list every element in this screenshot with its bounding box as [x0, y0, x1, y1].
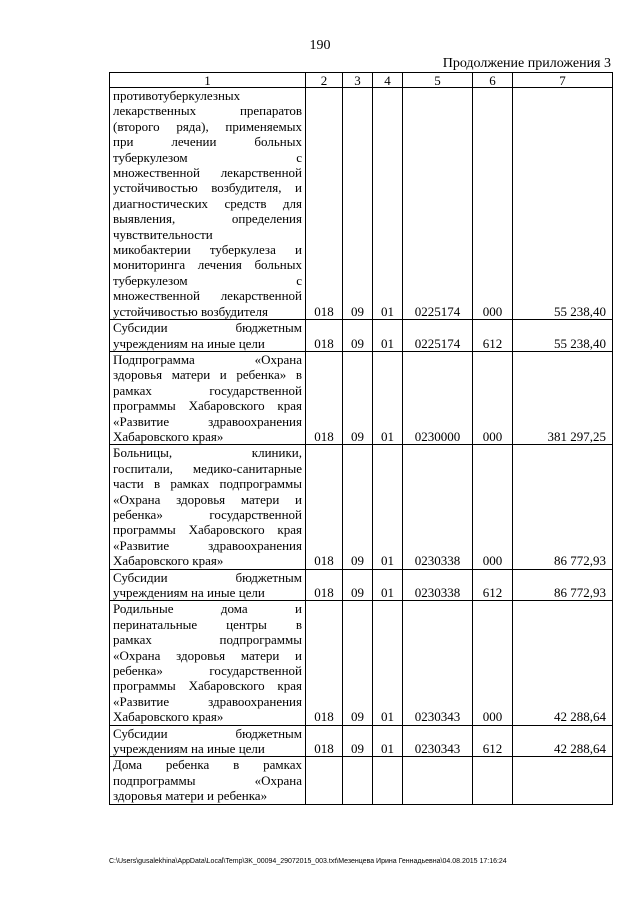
subsection-cell: 01 — [373, 320, 403, 352]
word: бюджетным — [235, 320, 302, 336]
word: «Охрана — [113, 647, 161, 663]
word: дома — [220, 601, 248, 617]
word: и — [295, 647, 302, 663]
word: туберкулезом — [113, 272, 188, 288]
description-line — [113, 398, 302, 413]
expense-type-cell: 612 — [473, 320, 513, 352]
word: перинатальные — [113, 616, 198, 632]
description-line — [113, 383, 302, 398]
code-cell: 018 — [306, 725, 343, 757]
word: применяемых — [225, 118, 302, 134]
word: государственной — [209, 382, 302, 398]
word: (второго — [113, 118, 160, 134]
description-line: Хабаровского края» — [113, 709, 224, 725]
column-header: 5 — [403, 73, 473, 88]
subsection-cell: 01 — [373, 445, 403, 569]
word: рамках — [263, 757, 302, 773]
word: здоровья — [176, 491, 226, 507]
word: в — [233, 757, 240, 773]
subsection-cell: 01 — [373, 351, 403, 444]
code-cell: 018 — [306, 351, 343, 444]
word: и — [295, 180, 302, 196]
description-line — [113, 320, 302, 335]
description-line — [113, 242, 302, 257]
description-line — [113, 617, 302, 632]
word: рамках — [113, 632, 152, 648]
subsection-cell: 01 — [373, 569, 403, 601]
word: программы — [113, 522, 176, 538]
word: рамках — [170, 476, 210, 492]
word: государственной — [209, 663, 302, 679]
row-description — [110, 601, 306, 725]
code-cell: 018 — [306, 88, 343, 320]
word: больных — [254, 134, 302, 150]
word: программы — [113, 678, 176, 694]
word: Больницы, — [113, 445, 173, 461]
description-line — [113, 150, 302, 165]
subsection-cell: 01 — [373, 88, 403, 320]
row-description — [110, 351, 306, 444]
word: клиники, — [251, 445, 302, 461]
word: госпитали, — [113, 460, 173, 476]
word: при — [113, 134, 134, 150]
word: края — [277, 398, 302, 414]
word: матери — [240, 647, 280, 663]
description-line — [113, 134, 302, 149]
description-line: чувствительности — [113, 226, 213, 242]
column-header: 6 — [473, 73, 513, 88]
description-line: учреждениям на иные цели — [113, 335, 265, 351]
word: подпрограммы — [113, 772, 196, 788]
word: определения — [231, 211, 302, 227]
section-cell: 09 — [343, 320, 373, 352]
page-number: 190 — [309, 38, 331, 53]
word: средств — [224, 195, 267, 211]
description-line — [113, 196, 302, 211]
amount-cell: 86 772,93 — [513, 569, 613, 601]
amount-cell: 55 238,40 — [513, 320, 613, 352]
word: в — [295, 367, 302, 383]
word: бюджетным — [235, 569, 302, 585]
word: лекарственной — [220, 288, 302, 304]
column-header: 2 — [306, 73, 343, 88]
table-row — [110, 351, 613, 444]
word: «Охрана — [113, 491, 161, 507]
description-line — [113, 257, 302, 272]
word: подпрограммы — [219, 632, 302, 648]
description-line — [113, 103, 302, 118]
code-cell: 018 — [306, 320, 343, 352]
word: лекарственной — [220, 165, 302, 181]
word: лекарственных — [113, 103, 197, 119]
word: подпрограммы — [219, 476, 302, 492]
section-cell — [343, 757, 373, 804]
description-line — [113, 367, 302, 382]
word: туберкулеза — [209, 242, 276, 258]
row-description — [110, 725, 306, 757]
word: туберкулезом — [113, 149, 188, 165]
word: и — [219, 367, 227, 383]
word: возбудителя, — [211, 180, 282, 196]
column-header: 1 — [110, 73, 306, 88]
description-line: учреждениям на иные цели — [113, 741, 265, 757]
word: края — [277, 678, 302, 694]
subsection-cell: 01 — [373, 601, 403, 725]
section-cell: 09 — [343, 601, 373, 725]
word: Субсидии — [113, 569, 168, 585]
target-article-cell: 0230000 — [403, 351, 473, 444]
target-article-cell: 0230338 — [403, 569, 473, 601]
word: части — [113, 476, 144, 492]
amount-cell: 86 772,93 — [513, 445, 613, 569]
description-line — [113, 414, 302, 429]
expense-type-cell: 612 — [473, 725, 513, 757]
word: Родильные — [113, 601, 174, 617]
word: лечения — [197, 257, 242, 273]
description-line: Хабаровского края» — [113, 428, 224, 444]
table-body — [110, 88, 613, 805]
budget-table — [109, 72, 613, 805]
word: и — [295, 242, 302, 258]
column-header: 4 — [373, 73, 403, 88]
word: в — [295, 616, 302, 632]
amount-cell: 55 238,40 — [513, 88, 613, 320]
description-line — [113, 273, 302, 288]
description-line: Хабаровского края» — [113, 553, 224, 569]
description-line — [113, 165, 302, 180]
description-line — [113, 678, 302, 693]
description-line — [113, 445, 302, 460]
word: и — [295, 601, 302, 617]
target-article-cell: 0230343 — [403, 601, 473, 725]
target-article-cell: 0225174 — [403, 88, 473, 320]
word: выявления, — [113, 211, 176, 227]
word: Хабаровского — [188, 678, 265, 694]
section-cell: 09 — [343, 351, 373, 444]
description-line — [113, 663, 302, 678]
table-row — [110, 725, 613, 757]
word: программы — [113, 398, 176, 414]
word: Хабаровского — [188, 398, 265, 414]
description-line — [113, 507, 302, 522]
table-row — [110, 569, 613, 601]
row-description — [110, 88, 306, 320]
word: «Охрана — [254, 351, 302, 367]
target-article-cell: 0230343 — [403, 725, 473, 757]
word: мониторинга — [113, 257, 186, 273]
word: лечении — [171, 134, 217, 150]
word: центры — [226, 616, 267, 632]
amount-cell: 42 288,64 — [513, 601, 613, 725]
description-line — [113, 538, 302, 553]
section-cell: 09 — [343, 445, 373, 569]
description-line — [113, 180, 302, 195]
description-line — [113, 570, 302, 585]
description-line — [113, 119, 302, 134]
description-line — [113, 522, 302, 537]
word: «Развитие — [113, 537, 170, 553]
description-line — [113, 461, 302, 476]
word: государственной — [209, 506, 302, 522]
word: препаратов — [239, 103, 302, 119]
word: с — [296, 272, 302, 288]
word: здравоохранения — [208, 413, 302, 429]
description-line — [113, 476, 302, 491]
code-cell: 018 — [306, 601, 343, 725]
file-path-footer: C:\Users\gusalekhina\AppData\Local\Temp\3K_00094_29072015_003.txt\Мезенцева Ирина Геннадьевна\04.08.2015 17:16:24 — [109, 858, 507, 865]
amount-cell: 42 288,64 — [513, 725, 613, 757]
description-line — [113, 773, 302, 788]
word: Дома — [113, 757, 143, 773]
word: для — [282, 195, 302, 211]
word: Подпрограмма — [113, 351, 195, 367]
word: рамках — [113, 382, 152, 398]
word: «Развитие — [113, 693, 170, 709]
word: края — [277, 522, 302, 538]
word: здравоохранения — [208, 537, 302, 553]
row-description — [110, 445, 306, 569]
word: с — [296, 149, 302, 165]
section-cell: 09 — [343, 725, 373, 757]
table-row — [110, 601, 613, 725]
table-header-row — [110, 73, 613, 88]
description-line: противотуберкулезных — [113, 88, 241, 103]
word: здоровья — [176, 647, 226, 663]
code-cell: 018 — [306, 445, 343, 569]
expense-type-cell: 000 — [473, 351, 513, 444]
target-article-cell: 0225174 — [403, 320, 473, 352]
description-line — [113, 288, 302, 303]
expense-type-cell: 000 — [473, 601, 513, 725]
word: медико-санитарные — [192, 460, 302, 476]
row-description — [110, 569, 306, 601]
column-header: 3 — [343, 73, 373, 88]
word: матери — [171, 367, 211, 383]
description-line — [113, 648, 302, 663]
word: Субсидии — [113, 725, 168, 741]
description-line: устойчивостью возбудителя — [113, 303, 268, 319]
word: «Развитие — [113, 413, 170, 429]
description-line — [113, 492, 302, 507]
word: множественной — [113, 165, 200, 181]
description-line — [113, 757, 302, 772]
word: Субсидии — [113, 320, 168, 336]
row-description — [110, 757, 306, 804]
row-description — [110, 320, 306, 352]
word: ребенка» — [113, 663, 163, 679]
code-cell — [306, 757, 343, 804]
word: здравоохранения — [208, 693, 302, 709]
expense-type-cell: 000 — [473, 445, 513, 569]
word: диагностических — [113, 195, 209, 211]
word: Хабаровского — [188, 522, 265, 538]
word: здоровья — [113, 367, 163, 383]
description-line — [113, 601, 302, 616]
description-line — [113, 694, 302, 709]
section-cell: 09 — [343, 88, 373, 320]
target-article-cell — [403, 757, 473, 804]
expense-type-cell: 612 — [473, 569, 513, 601]
description-line: учреждениям на иные цели — [113, 585, 265, 600]
code-cell: 018 — [306, 569, 343, 601]
description-line — [113, 632, 302, 647]
word: «Охрана — [254, 772, 302, 788]
description-line — [113, 211, 302, 226]
word: ряда), — [176, 118, 209, 134]
table-row — [110, 88, 613, 320]
section-cell: 09 — [343, 569, 373, 601]
description-line: здоровья матери и ребенка» — [113, 788, 268, 804]
table-row — [110, 320, 613, 352]
table-row — [110, 757, 613, 804]
word: устойчивостью — [113, 180, 198, 196]
continuation-label: Продолжение приложения 3 — [442, 56, 611, 71]
word: ребенка» — [236, 367, 287, 383]
expense-type-cell: 000 — [473, 88, 513, 320]
word: ребенка — [165, 757, 210, 773]
subsection-cell: 01 — [373, 725, 403, 757]
target-article-cell: 0230338 — [403, 445, 473, 569]
expense-type-cell — [473, 757, 513, 804]
column-header: 7 — [513, 73, 613, 88]
table-row — [110, 445, 613, 569]
word: в — [153, 476, 161, 492]
word: микобактерии — [113, 242, 191, 258]
description-line — [113, 352, 302, 367]
description-line — [113, 726, 302, 741]
word: больных — [254, 257, 302, 273]
word: и — [295, 491, 302, 507]
word: бюджетным — [235, 725, 302, 741]
word: ребенка» — [113, 506, 163, 522]
word: матери — [240, 491, 280, 507]
word: множественной — [113, 288, 200, 304]
subsection-cell — [373, 757, 403, 804]
amount-cell: 381 297,25 — [513, 351, 613, 444]
amount-cell — [513, 757, 613, 804]
